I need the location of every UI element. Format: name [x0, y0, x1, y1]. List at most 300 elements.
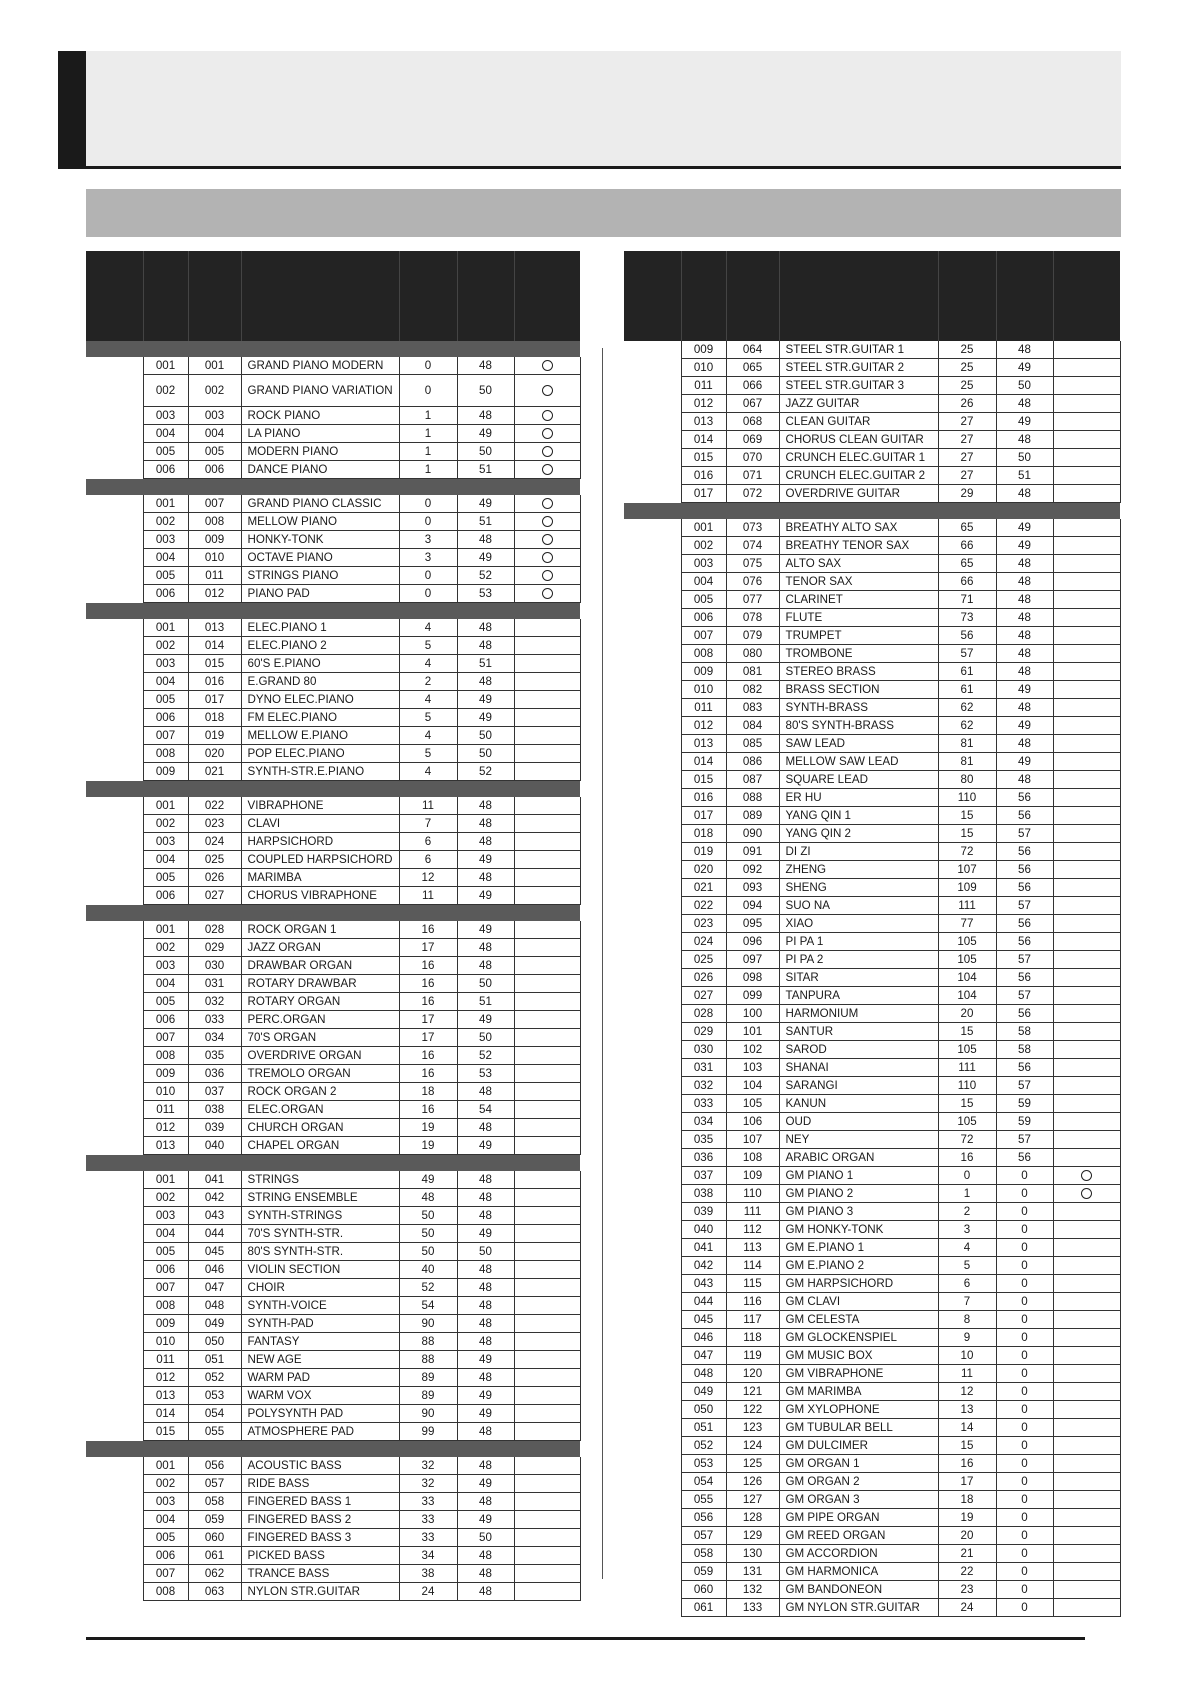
msb-cell: 71	[938, 591, 996, 609]
tone-name-cell: CLAVI	[241, 815, 399, 833]
msb-cell: 4	[399, 727, 457, 745]
row-margin-cell	[624, 1023, 681, 1041]
mark-cell	[1053, 519, 1120, 537]
tone-name-cell: GM VIBRAPHONE	[779, 1365, 938, 1383]
program-number-cell: 004	[188, 425, 241, 443]
range-cell: 48	[996, 645, 1053, 663]
row-margin-cell	[86, 1261, 143, 1279]
mark-cell	[1053, 879, 1120, 897]
range-cell: 48	[996, 735, 1053, 753]
mark-cell	[1053, 1257, 1120, 1275]
msb-cell: 49	[399, 1171, 457, 1189]
msb-cell: 8	[938, 1311, 996, 1329]
program-number-cell: 039	[188, 1119, 241, 1137]
table-row	[86, 1297, 580, 1315]
tone-number-cell: 009	[681, 341, 726, 359]
column-divider	[602, 348, 603, 1579]
msb-cell: 89	[399, 1369, 457, 1387]
row-margin-cell	[86, 1547, 143, 1565]
program-number-cell: 117	[726, 1311, 779, 1329]
msb-cell: 33	[399, 1511, 457, 1529]
msb-cell: 17	[399, 1011, 457, 1029]
msb-cell: 5	[938, 1257, 996, 1275]
program-number-cell: 074	[726, 537, 779, 555]
tone-name-cell: DYNO ELEC.PIANO	[241, 691, 399, 709]
msb-cell: 27	[938, 449, 996, 467]
tone-name-cell: ER HU	[779, 789, 938, 807]
row-margin-cell	[86, 1137, 143, 1155]
tone-number-cell: 003	[143, 833, 188, 851]
program-number-cell: 058	[188, 1493, 241, 1511]
range-cell: 48	[996, 341, 1053, 359]
msb-cell: 73	[938, 609, 996, 627]
range-cell: 48	[457, 1315, 514, 1333]
mark-cell	[1053, 1239, 1120, 1257]
table-row	[624, 1059, 1120, 1077]
program-number-cell: 066	[726, 377, 779, 395]
program-number-cell: 013	[188, 619, 241, 637]
row-margin-cell	[624, 969, 681, 987]
mark-cell	[1053, 1275, 1120, 1293]
msb-cell: 1	[399, 443, 457, 461]
circle-mark-icon	[542, 410, 553, 421]
mark-cell	[1053, 969, 1120, 987]
mark-cell	[1053, 1113, 1120, 1131]
msb-cell: 16	[938, 1455, 996, 1473]
row-margin-cell	[624, 771, 681, 789]
tone-number-cell: 003	[143, 1207, 188, 1225]
mark-cell	[1053, 1203, 1120, 1221]
table-row	[624, 1455, 1120, 1473]
program-number-cell: 069	[726, 431, 779, 449]
tone-number-cell: 010	[681, 359, 726, 377]
tone-number-cell: 008	[143, 1583, 188, 1601]
tone-name-cell: GM PIANO 2	[779, 1185, 938, 1203]
row-margin-cell	[624, 717, 681, 735]
tone-name-cell: GM MUSIC BOX	[779, 1347, 938, 1365]
tone-name-cell: TENOR SAX	[779, 573, 938, 591]
range-cell: 53	[457, 585, 514, 603]
mark-cell	[1053, 1437, 1120, 1455]
table-row	[624, 915, 1120, 933]
table-row	[624, 1401, 1120, 1419]
range-cell: 49	[457, 425, 514, 443]
program-number-cell: 080	[726, 645, 779, 663]
table-row	[624, 1329, 1120, 1347]
tone-name-cell: MELLOW SAW LEAD	[779, 753, 938, 771]
mark-cell	[514, 495, 580, 513]
circle-mark-icon	[542, 446, 553, 457]
table-row	[624, 1131, 1120, 1149]
mark-cell	[514, 1565, 580, 1583]
tone-number-cell: 001	[143, 797, 188, 815]
msb-cell: 3	[399, 549, 457, 567]
tone-number-cell: 045	[681, 1311, 726, 1329]
range-cell: 48	[457, 1207, 514, 1225]
mark-cell	[514, 1225, 580, 1243]
range-cell: 51	[996, 467, 1053, 485]
tone-number-cell: 009	[143, 1065, 188, 1083]
row-margin-cell	[624, 573, 681, 591]
table-row	[86, 1565, 580, 1583]
mark-cell	[514, 833, 580, 851]
table-row	[86, 1457, 580, 1475]
table-row	[86, 461, 580, 479]
tone-number-cell: 001	[143, 1171, 188, 1189]
msb-cell: 104	[938, 987, 996, 1005]
tone-name-cell: GM DULCIMER	[779, 1437, 938, 1455]
row-margin-cell	[86, 1225, 143, 1243]
msb-cell: 61	[938, 681, 996, 699]
table-row	[624, 1293, 1120, 1311]
range-cell: 50	[457, 1029, 514, 1047]
row-margin-cell	[624, 1455, 681, 1473]
tone-number-cell: 002	[143, 815, 188, 833]
table-row	[86, 1011, 580, 1029]
range-cell: 59	[996, 1113, 1053, 1131]
program-number-cell: 119	[726, 1347, 779, 1365]
table-row	[624, 1041, 1120, 1059]
tone-number-cell: 003	[143, 957, 188, 975]
tone-name-cell: WARM PAD	[241, 1369, 399, 1387]
range-cell: 50	[457, 975, 514, 993]
msb-cell: 89	[399, 1387, 457, 1405]
tone-name-cell: SYNTH-STR.E.PIANO	[241, 763, 399, 781]
tone-number-cell: 002	[681, 537, 726, 555]
range-cell: 0	[996, 1509, 1053, 1527]
range-cell: 48	[457, 1423, 514, 1441]
tone-number-cell: 011	[681, 699, 726, 717]
row-margin-cell	[624, 1131, 681, 1149]
program-number-cell: 067	[726, 395, 779, 413]
msb-cell: 25	[938, 341, 996, 359]
program-number-cell: 081	[726, 663, 779, 681]
tone-name-cell: GM ORGAN 1	[779, 1455, 938, 1473]
table-row	[86, 1119, 580, 1137]
table-row	[624, 951, 1120, 969]
range-cell: 52	[457, 567, 514, 585]
range-cell: 48	[457, 357, 514, 375]
mark-cell	[1053, 861, 1120, 879]
mark-cell	[1053, 1401, 1120, 1419]
tone-name-cell: STEEL STR.GUITAR 2	[779, 359, 938, 377]
table-row	[624, 1545, 1120, 1563]
table-row	[86, 1369, 580, 1387]
range-cell: 0	[996, 1473, 1053, 1491]
program-number-cell: 011	[188, 567, 241, 585]
range-cell: 48	[996, 663, 1053, 681]
range-cell: 58	[996, 1041, 1053, 1059]
mark-cell	[514, 1423, 580, 1441]
mark-cell	[1053, 735, 1120, 753]
msb-cell: 2	[399, 673, 457, 691]
tone-number-cell: 058	[681, 1545, 726, 1563]
msb-cell: 107	[938, 861, 996, 879]
msb-cell: 0	[399, 495, 457, 513]
tone-name-cell: NEW AGE	[241, 1351, 399, 1369]
range-cell: 0	[996, 1239, 1053, 1257]
program-number-cell: 017	[188, 691, 241, 709]
table-row	[624, 969, 1120, 987]
row-margin-cell	[86, 1207, 143, 1225]
msb-cell: 1	[938, 1185, 996, 1203]
msb-cell: 66	[938, 573, 996, 591]
mark-cell	[1053, 1131, 1120, 1149]
mark-cell	[514, 1011, 580, 1029]
tone-name-cell: ZHENG	[779, 861, 938, 879]
tone-number-cell: 056	[681, 1509, 726, 1527]
range-cell: 0	[996, 1221, 1053, 1239]
row-margin-cell	[86, 1171, 143, 1189]
mark-cell	[1053, 825, 1120, 843]
table-row	[86, 1279, 580, 1297]
row-margin-cell	[86, 567, 143, 585]
table-row	[86, 1243, 580, 1261]
row-margin-cell	[624, 1005, 681, 1023]
range-cell: 0	[996, 1383, 1053, 1401]
range-cell: 48	[996, 627, 1053, 645]
mark-cell	[1053, 1311, 1120, 1329]
tone-number-cell: 034	[681, 1113, 726, 1131]
mark-cell	[1053, 1041, 1120, 1059]
msb-cell: 81	[938, 753, 996, 771]
mark-cell	[514, 585, 580, 603]
mark-cell	[1053, 1509, 1120, 1527]
table-row	[624, 1239, 1120, 1257]
tone-name-cell: GM TUBULAR BELL	[779, 1419, 938, 1437]
mark-cell	[1053, 485, 1120, 503]
table-row	[624, 467, 1120, 485]
footer-rule	[86, 1637, 1085, 1640]
program-number-cell: 105	[726, 1095, 779, 1113]
tone-number-cell: 009	[143, 763, 188, 781]
table-row	[86, 567, 580, 585]
table-row	[86, 1315, 580, 1333]
program-number-cell: 106	[726, 1113, 779, 1131]
mark-cell	[1053, 1149, 1120, 1167]
tone-name-cell: SHANAI	[779, 1059, 938, 1077]
tone-name-cell: PERC.ORGAN	[241, 1011, 399, 1029]
program-number-cell: 129	[726, 1527, 779, 1545]
table-row	[86, 1171, 580, 1189]
msb-cell: 54	[399, 1297, 457, 1315]
msb-cell: 1	[399, 461, 457, 479]
range-cell: 48	[457, 1083, 514, 1101]
tone-name-cell: PIANO PAD	[241, 585, 399, 603]
program-number-cell: 093	[726, 879, 779, 897]
mark-cell	[1053, 897, 1120, 915]
mark-cell	[1053, 1581, 1120, 1599]
tone-name-cell: PICKED BASS	[241, 1547, 399, 1565]
mark-cell	[1053, 1329, 1120, 1347]
range-cell: 0	[996, 1329, 1053, 1347]
program-number-cell: 082	[726, 681, 779, 699]
mark-cell	[514, 1315, 580, 1333]
group-header-row	[86, 781, 580, 798]
tone-name-cell: STEEL STR.GUITAR 1	[779, 341, 938, 359]
row-margin-cell	[624, 627, 681, 645]
table-row	[86, 407, 580, 425]
tone-name-cell: GRAND PIANO VARIATION	[241, 375, 399, 407]
row-margin-cell	[86, 1333, 143, 1351]
mark-cell	[1053, 1455, 1120, 1473]
range-cell: 57	[996, 825, 1053, 843]
table-row	[624, 987, 1120, 1005]
table-row	[624, 449, 1120, 467]
mark-cell	[514, 727, 580, 745]
range-cell: 58	[996, 1023, 1053, 1041]
row-margin-cell	[86, 443, 143, 461]
mark-cell	[514, 375, 580, 407]
mark-cell	[514, 1137, 580, 1155]
mark-cell	[514, 1405, 580, 1423]
mark-cell	[514, 921, 580, 939]
msb-cell: 9	[938, 1329, 996, 1347]
tone-name-cell: WARM VOX	[241, 1387, 399, 1405]
mark-cell	[514, 851, 580, 869]
msb-cell: 0	[938, 1167, 996, 1185]
tone-number-cell: 002	[143, 513, 188, 531]
program-number-cell: 094	[726, 897, 779, 915]
header-rule	[86, 166, 1121, 169]
tone-name-cell: GM E.PIANO 1	[779, 1239, 938, 1257]
tone-number-cell: 004	[143, 673, 188, 691]
program-number-cell: 057	[188, 1475, 241, 1493]
range-cell: 48	[457, 1171, 514, 1189]
range-cell: 0	[996, 1545, 1053, 1563]
program-number-cell: 109	[726, 1167, 779, 1185]
tone-name-cell: ACOUSTIC BASS	[241, 1457, 399, 1475]
tone-number-cell: 006	[143, 1011, 188, 1029]
msb-cell: 56	[938, 627, 996, 645]
row-margin-cell	[624, 1041, 681, 1059]
row-margin-cell	[86, 1279, 143, 1297]
msb-cell: 19	[399, 1137, 457, 1155]
tone-number-cell: 032	[681, 1077, 726, 1095]
msb-cell: 5	[399, 637, 457, 655]
tone-name-cell: VIOLIN SECTION	[241, 1261, 399, 1279]
tone-number-cell: 005	[143, 567, 188, 585]
program-number-cell: 052	[188, 1369, 241, 1387]
range-cell: 49	[996, 717, 1053, 735]
program-number-cell: 130	[726, 1545, 779, 1563]
tone-number-cell: 028	[681, 1005, 726, 1023]
mark-cell	[514, 815, 580, 833]
row-margin-cell	[86, 869, 143, 887]
program-number-cell: 088	[726, 789, 779, 807]
program-number-cell: 097	[726, 951, 779, 969]
program-number-cell: 124	[726, 1437, 779, 1455]
msb-cell: 16	[938, 1149, 996, 1167]
table-row	[86, 1387, 580, 1405]
tone-name-cell: GM PIANO 1	[779, 1167, 938, 1185]
mark-cell	[514, 673, 580, 691]
mark-cell	[1053, 1167, 1120, 1185]
program-number-cell: 122	[726, 1401, 779, 1419]
tone-name-cell: GM MARIMBA	[779, 1383, 938, 1401]
tone-number-cell: 016	[681, 789, 726, 807]
tone-name-cell: BREATHY ALTO SAX	[779, 519, 938, 537]
range-cell: 56	[996, 807, 1053, 825]
row-margin-cell	[624, 1563, 681, 1581]
group-header-row	[86, 1441, 580, 1458]
tone-number-cell: 037	[681, 1167, 726, 1185]
range-cell: 49	[457, 709, 514, 727]
range-cell: 57	[996, 951, 1053, 969]
tone-number-cell: 031	[681, 1059, 726, 1077]
row-margin-cell	[624, 843, 681, 861]
msb-cell: 16	[399, 1065, 457, 1083]
table-row	[624, 1599, 1120, 1617]
program-number-cell: 085	[726, 735, 779, 753]
row-margin-cell	[624, 591, 681, 609]
tone-number-cell: 008	[143, 1297, 188, 1315]
row-margin-cell	[86, 531, 143, 549]
mark-cell	[1053, 1365, 1120, 1383]
row-margin-cell	[86, 1565, 143, 1583]
table-row	[86, 921, 580, 939]
range-cell: 57	[996, 897, 1053, 915]
row-margin-cell	[624, 1545, 681, 1563]
mark-cell	[1053, 1185, 1120, 1203]
mark-cell	[1053, 951, 1120, 969]
circle-mark-icon	[542, 534, 553, 545]
msb-cell: 0	[399, 375, 457, 407]
program-number-cell: 043	[188, 1207, 241, 1225]
mark-cell	[514, 939, 580, 957]
table-row	[624, 591, 1120, 609]
program-number-cell: 107	[726, 1131, 779, 1149]
row-margin-cell	[86, 833, 143, 851]
mark-cell	[514, 1493, 580, 1511]
mark-cell	[1053, 341, 1120, 359]
program-number-cell: 014	[188, 637, 241, 655]
row-margin-cell	[86, 957, 143, 975]
mark-cell	[514, 1387, 580, 1405]
program-number-cell: 087	[726, 771, 779, 789]
tone-name-cell: SARANGI	[779, 1077, 938, 1095]
tone-name-cell: SUO NA	[779, 897, 938, 915]
table-row	[624, 735, 1120, 753]
tone-number-cell: 002	[143, 375, 188, 407]
table-row	[86, 443, 580, 461]
tone-name-cell: HONKY-TONK	[241, 531, 399, 549]
program-number-cell: 116	[726, 1293, 779, 1311]
table-row	[86, 655, 580, 673]
tone-name-cell: GM NYLON STR.GUITAR	[779, 1599, 938, 1617]
table-header	[624, 251, 1120, 341]
row-margin-cell	[86, 1369, 143, 1387]
tone-name-cell: TRUMPET	[779, 627, 938, 645]
row-margin-cell	[86, 1243, 143, 1261]
tone-number-cell: 041	[681, 1239, 726, 1257]
msb-cell: 15	[938, 807, 996, 825]
mark-cell	[514, 709, 580, 727]
mark-cell	[1053, 1383, 1120, 1401]
tone-number-cell: 010	[681, 681, 726, 699]
tone-number-cell: 029	[681, 1023, 726, 1041]
mark-cell	[1053, 555, 1120, 573]
row-margin-cell	[624, 735, 681, 753]
range-cell: 48	[457, 673, 514, 691]
msb-cell: 16	[399, 957, 457, 975]
tone-number-cell: 015	[681, 449, 726, 467]
mark-cell	[1053, 933, 1120, 951]
table-row	[86, 1351, 580, 1369]
range-cell: 49	[457, 1511, 514, 1529]
row-margin-cell	[624, 377, 681, 395]
mark-cell	[514, 637, 580, 655]
